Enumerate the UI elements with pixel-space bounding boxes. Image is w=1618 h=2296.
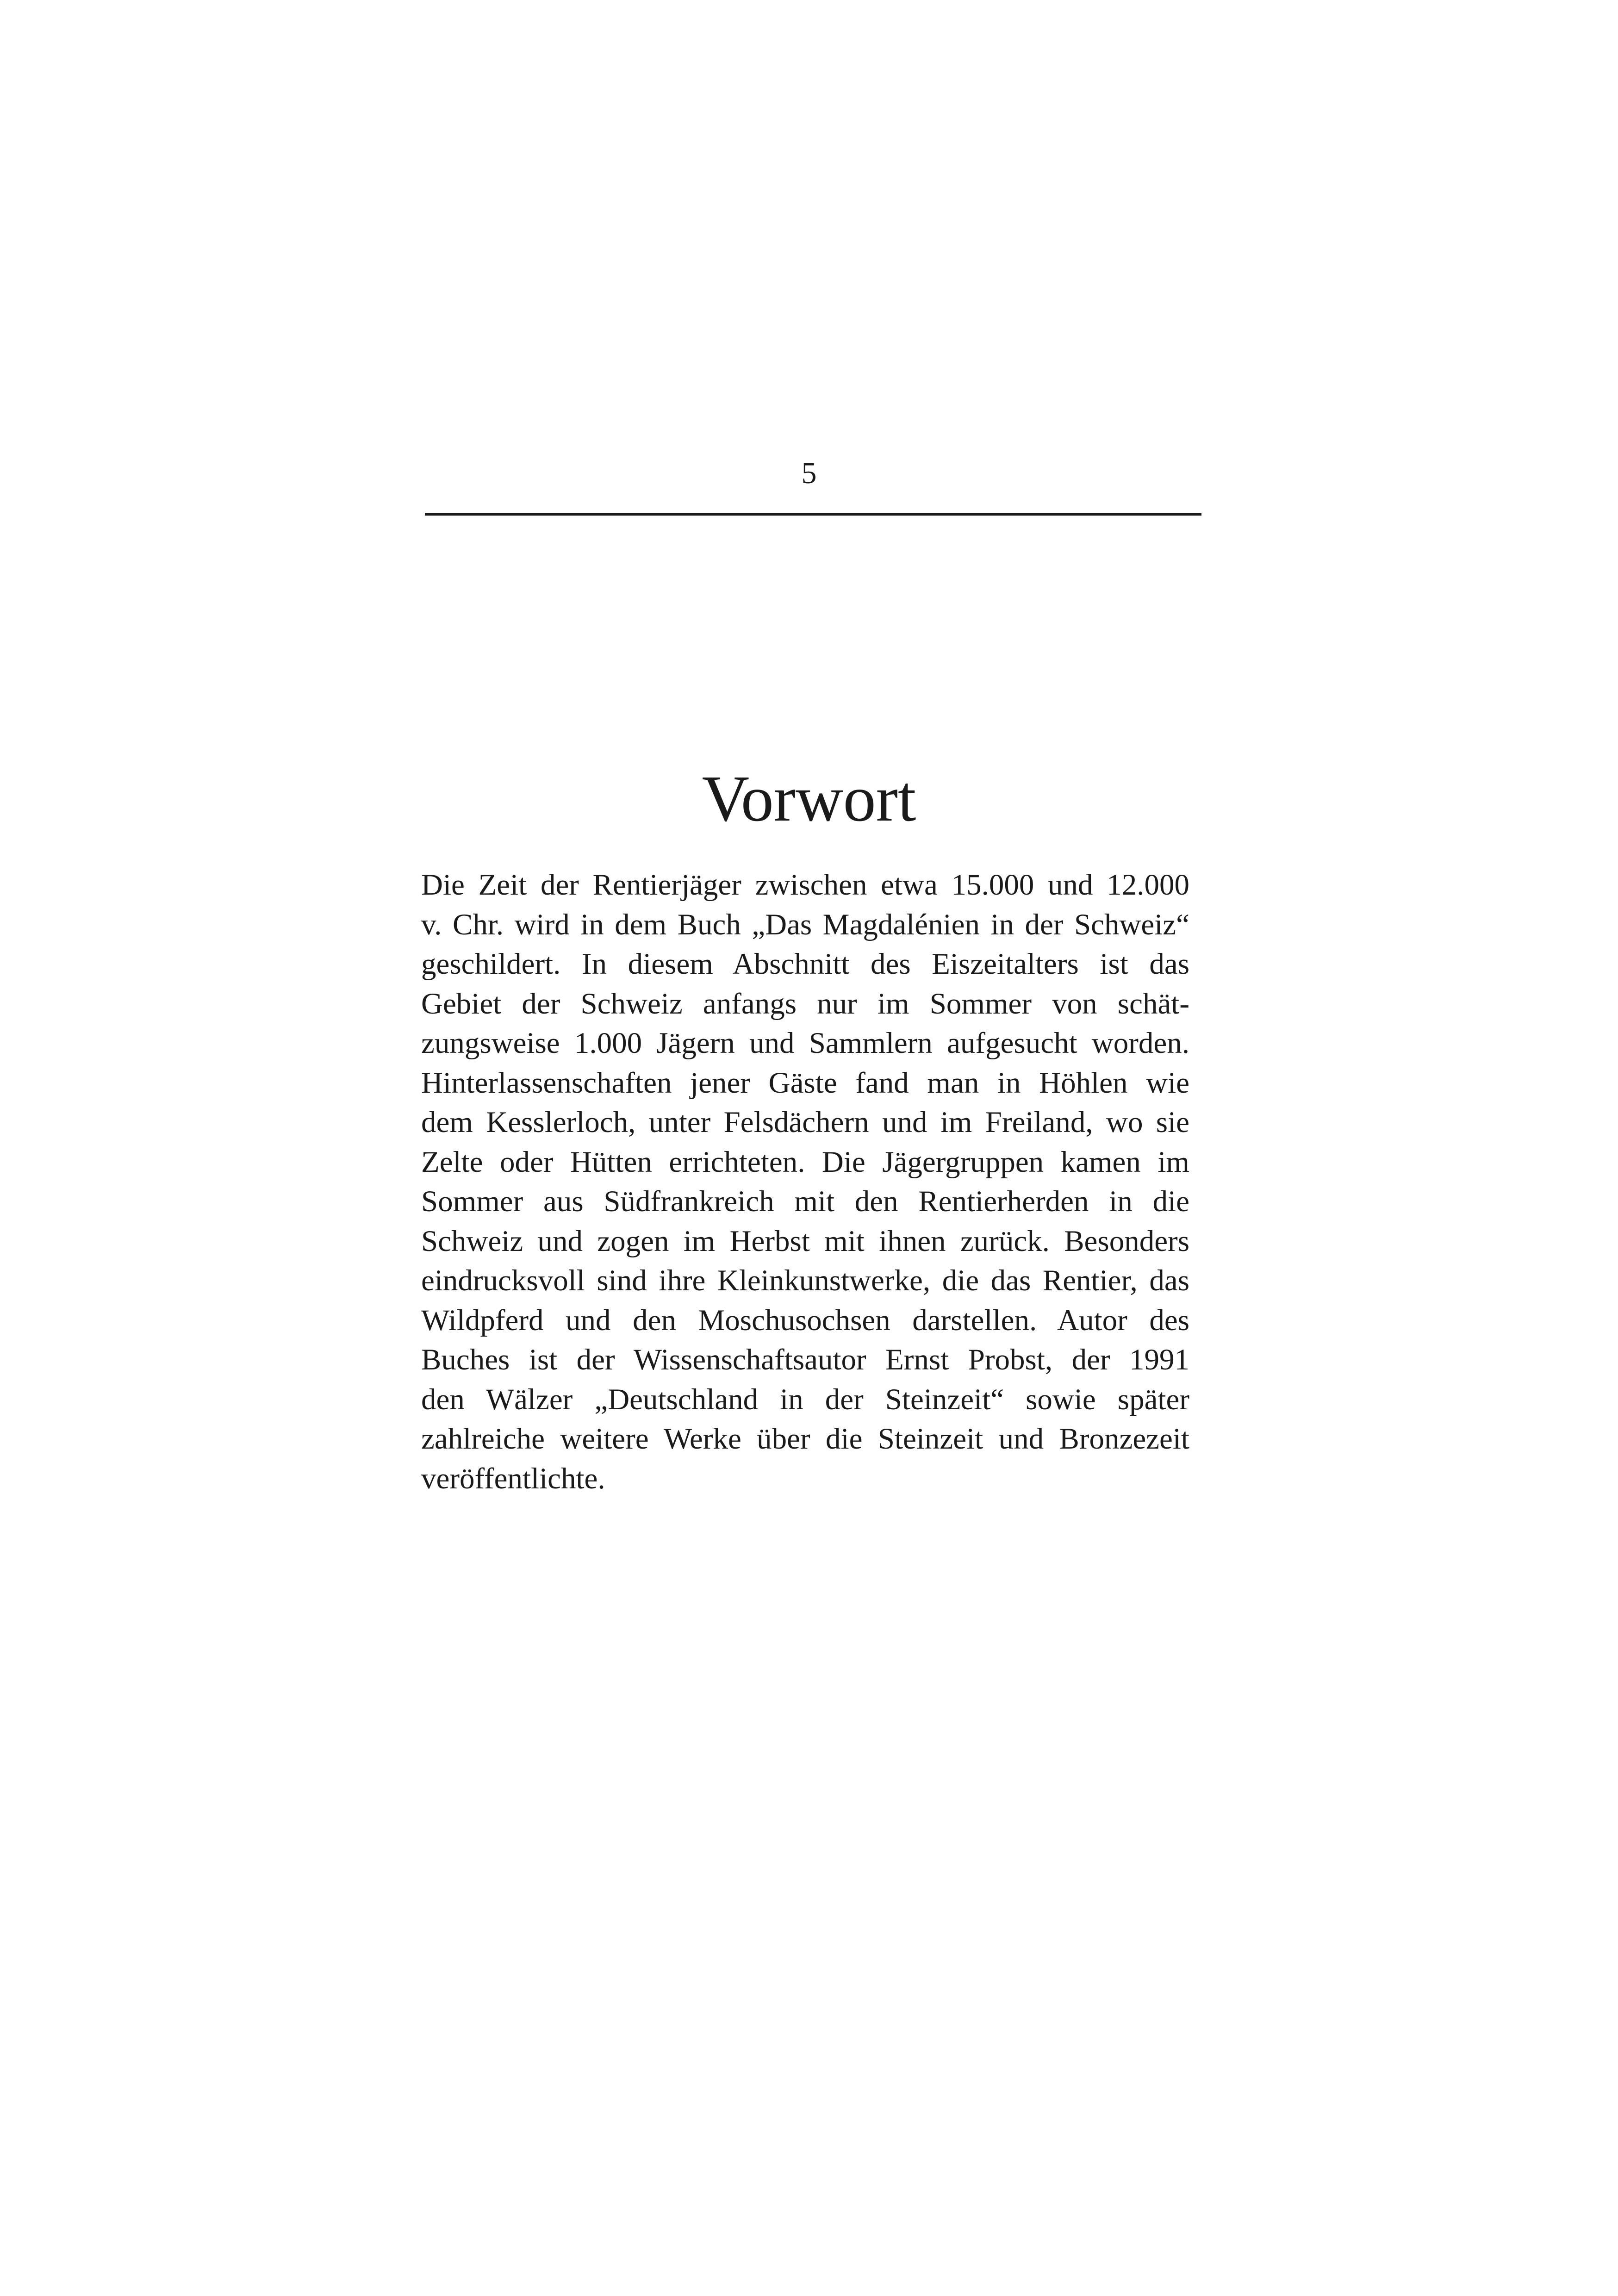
body-line: den Wälzer „Deutschland in der Steinzeit“ sowie später xyxy=(421,1382,1189,1416)
body-line: Die Zeit der Rentierjäger zwischen etwa 15.000 und 12.000 xyxy=(421,868,1189,902)
page-number: 5 xyxy=(801,456,817,490)
body-line: geschildert. In diesem Abschnitt des Eiszeitalters ist das xyxy=(421,947,1189,981)
body-line: Wildpferd und den Moschusochsen darstellen. Autor des xyxy=(421,1303,1189,1337)
body-line: veröffentlichte. xyxy=(421,1462,605,1495)
body-line: Schweiz und zogen im Herbst mit ihnen zurück. Besonders xyxy=(421,1224,1189,1258)
chapter-title: Vorwort xyxy=(702,762,916,835)
body-line: Buches ist der Wissenschaftsautor Ernst Probst, der 1991 xyxy=(421,1343,1189,1376)
body-paragraph xyxy=(421,865,1189,1499)
body-line: Hinterlassenschaften jener Gäste fand man in Höhlen wie xyxy=(421,1066,1189,1100)
body-line: eindrucksvoll sind ihre Kleinkunstwerke, die das Rentier, das xyxy=(421,1264,1189,1297)
header-rule xyxy=(425,513,1201,516)
body-line: Gebiet der Schweiz anfangs nur im Sommer von schät- xyxy=(421,987,1189,1020)
body-line: zungsweise 1.000 Jägern und Sammlern aufgesucht worden. xyxy=(421,1027,1189,1060)
body-line: dem Kesslerloch, unter Felsdächern und im Freiland, wo sie xyxy=(421,1106,1189,1139)
body-line: v. Chr. wird in dem Buch „Das Magdalénien in der Schweiz“ xyxy=(421,908,1189,941)
body-line: Zelte oder Hütten errichteten. Die Jägergruppen kamen im xyxy=(421,1145,1189,1179)
body-line: Sommer aus Südfrankreich mit den Rentierherden in die xyxy=(421,1185,1189,1218)
body-line: zahlreiche weitere Werke über die Steinzeit und Bronzezeit xyxy=(421,1422,1189,1456)
